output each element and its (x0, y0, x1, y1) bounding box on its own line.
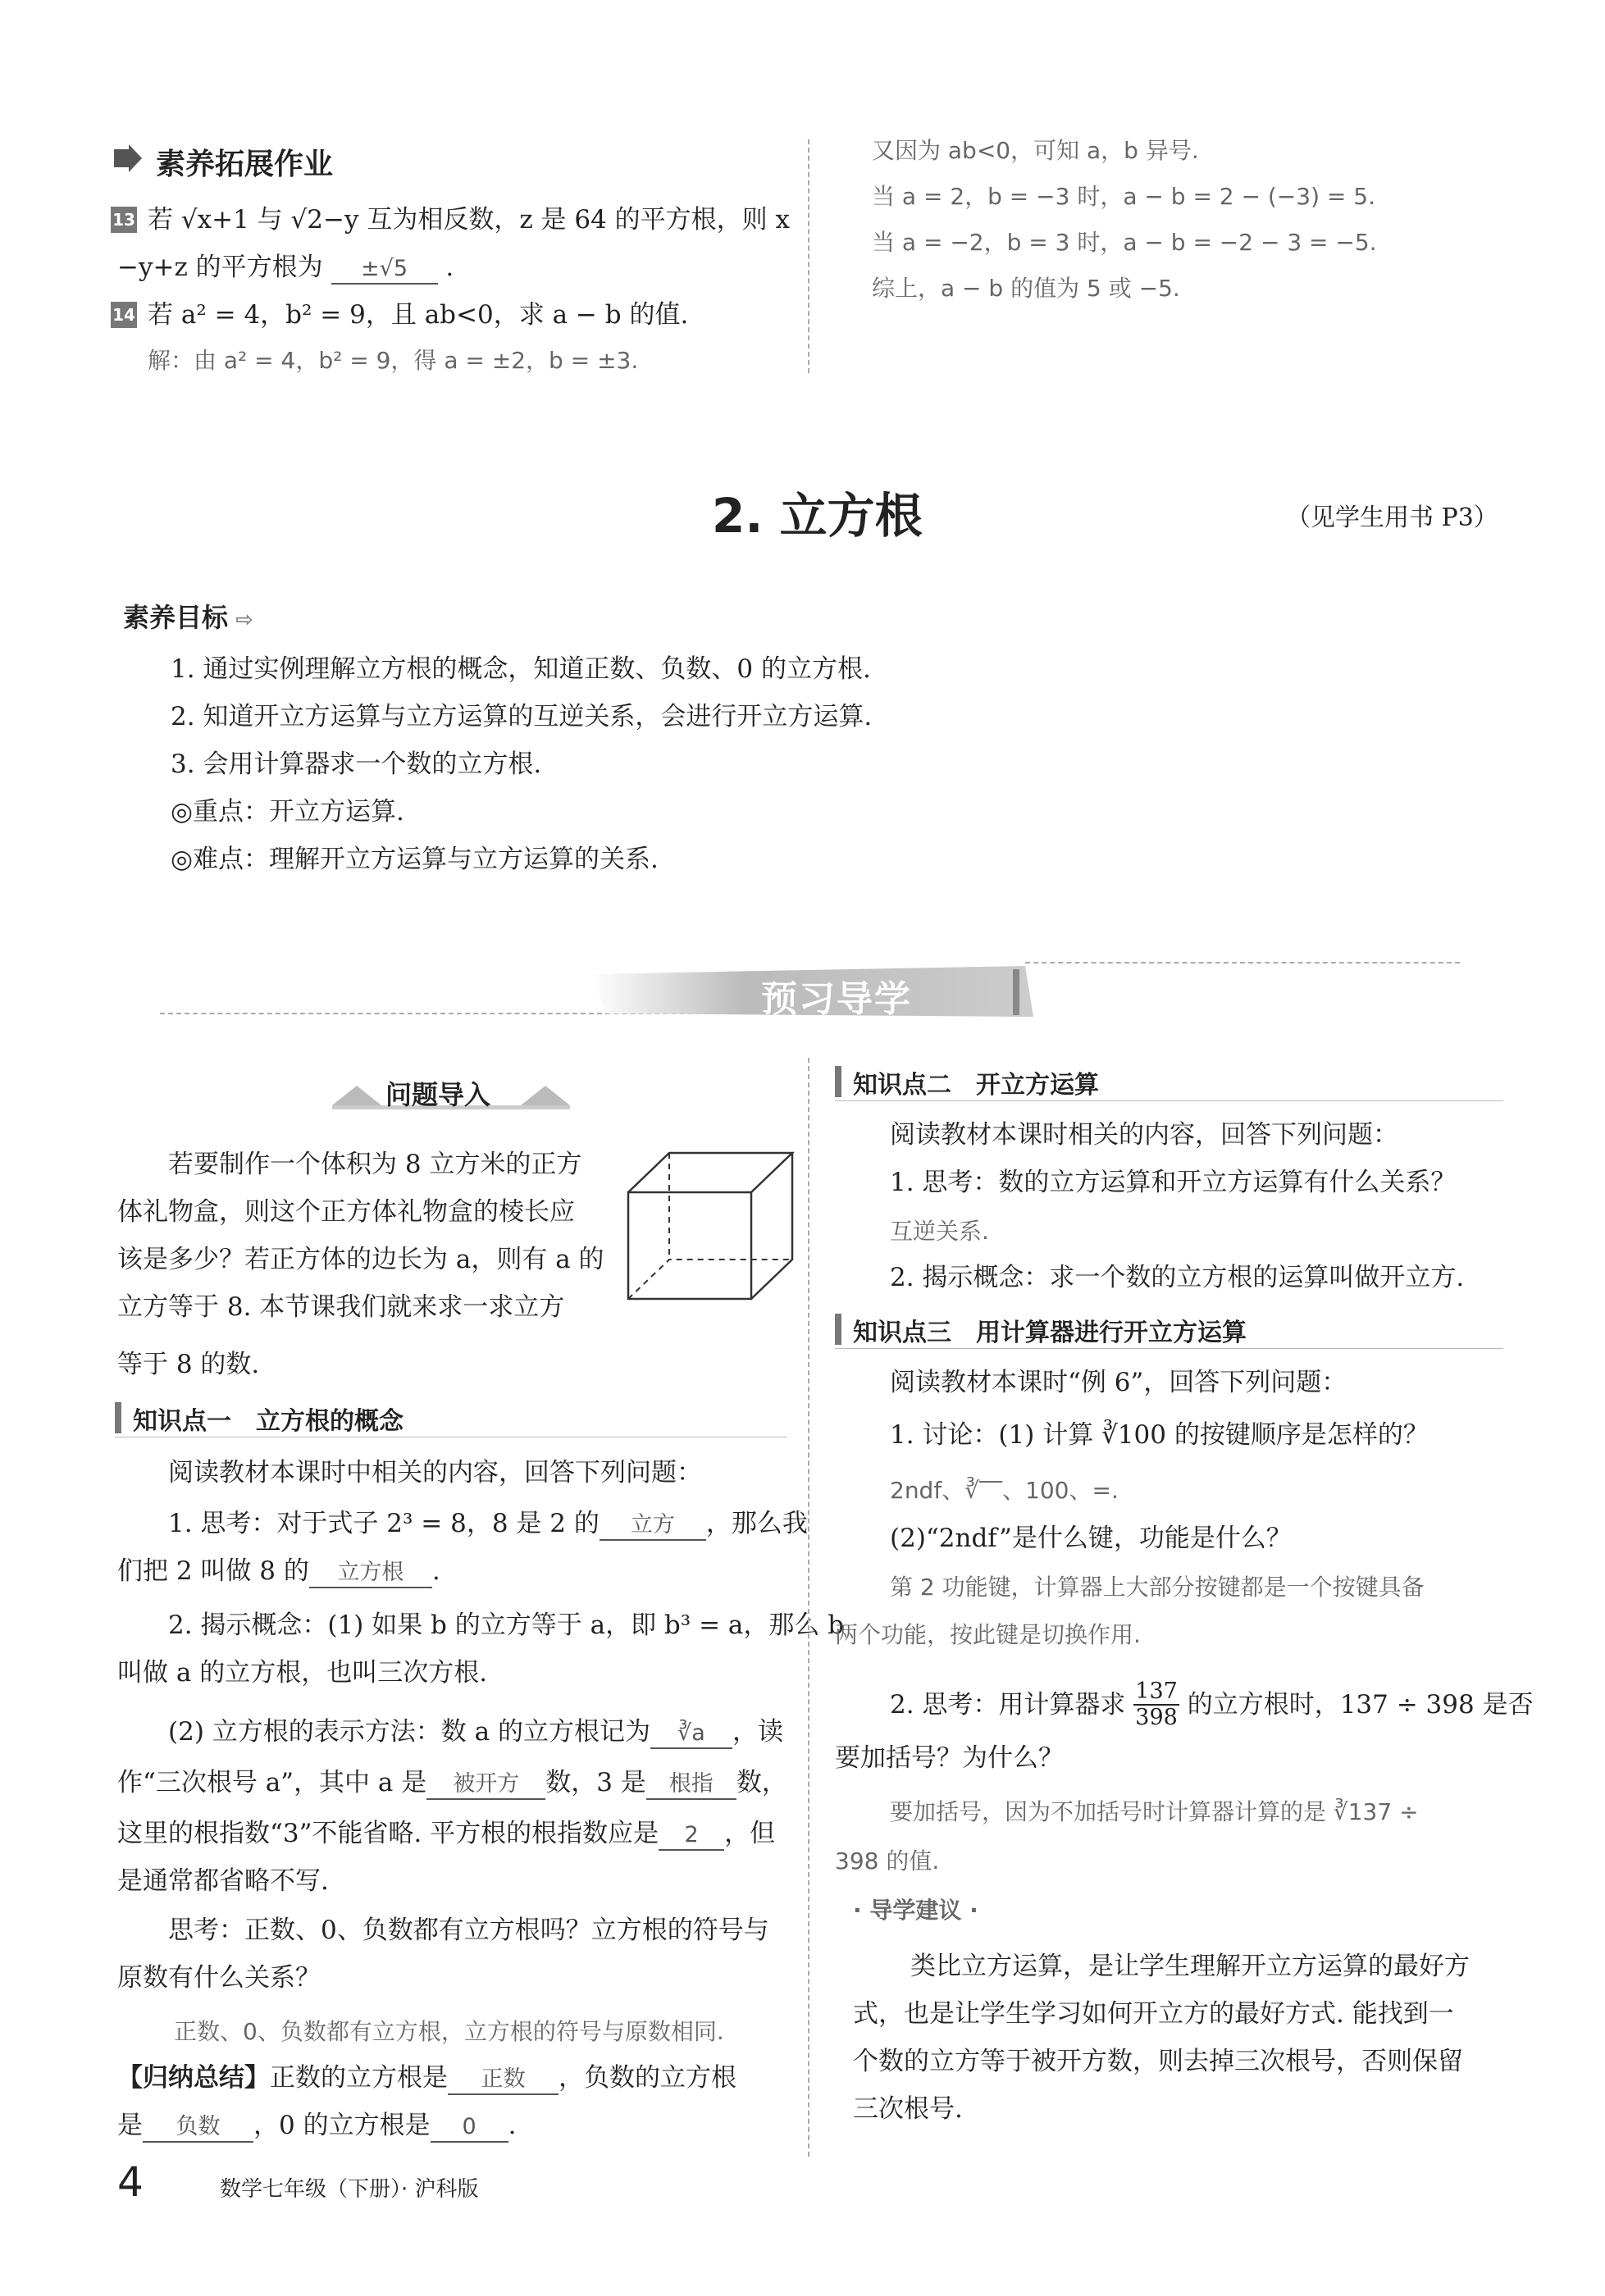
goals-arrow-icon: ⇨ (228, 608, 253, 632)
tip-line-2: 式，也是让学生学习如何开立方的最好方式. 能找到一 (853, 1999, 1454, 2029)
kp3-q1-answer: 2ndf、∛‾‾、100、=. (890, 1477, 1119, 1504)
top-right-line-4: 综上，a − b 的值为 5 或 −5. (872, 275, 1180, 302)
goals-heading: 素养目标 ⇨ (123, 602, 253, 633)
intro-line-2: 体礼物盒，则这个正方体礼物盒的棱长应 (117, 1197, 575, 1227)
kp1-think: 思考：正数、0、负数都有立方根吗？立方根的符号与 (168, 1916, 769, 1945)
kp3-q2-answer-1: 要加括号，因为不加括号时计算器计算的是 ∛137 ÷ (890, 1798, 1419, 1825)
summary-blank-negative: 负数 (143, 2113, 253, 2143)
kp2-q1: 1. 思考：数的立方运算和开立方运算有什么关系？ (890, 1168, 1457, 1197)
top-right-line-3: 当 a = −2，b = 3 时，a − b = −2 − 3 = −5. (872, 229, 1377, 256)
q14-solution: 解：由 a² = 4，b² = 9，得 a = ±2，b = ±3. (148, 347, 639, 374)
kp1-q3-cont: 作“三次根号 a”，其中 a 是 被开方 数，3 是 根指 数， (117, 1766, 787, 1800)
kp1-blank-cube: 立方 (600, 1511, 706, 1541)
kp2-heading: 知识点二 开立方运算 (853, 1071, 1099, 1100)
goal-key-point: ◎重点：开立方运算. (171, 797, 404, 827)
goal-1: 1. 通过实例理解立方根的概念，知道正数、负数、0 的立方根. (171, 654, 871, 684)
kp1-bar (115, 1402, 121, 1433)
kp1-q2-cont: 叫做 a 的立方根，也叫三次方根. (117, 1658, 488, 1688)
summary-blank-positive: 正数 (448, 2066, 559, 2095)
kp1-q3-cont-2: 这里的根指数“3”不能省略. 平方根的根指数应是 2 ，但 (117, 1817, 775, 1851)
kp1-blank-radicand: 被开方 (426, 1770, 545, 1800)
kp3-fraction: $\frac{137}{398}$ (1135, 1679, 1178, 1730)
book-title: 数学七年级（下册）· 沪科版 (220, 2177, 479, 2202)
kp1-q3-cont-3: 是通常都省略不写. (117, 1866, 329, 1896)
banner-title: 预习导学 (761, 978, 912, 1020)
kp1-blank-notation: ∛a (650, 1720, 732, 1749)
kp3-q1: 1. 讨论：(1) 计算 ∛100 的按键顺序是怎样的？ (890, 1420, 1429, 1450)
q13-text-2: −y+z 的平方根为 ±√5 . (117, 251, 454, 285)
goal-2: 2. 知道开立方运算与立方运算的互逆关系，会进行开立方运算. (171, 702, 873, 731)
kp3-q2-cont: 要加括号？为什么？ (835, 1743, 1064, 1773)
q13-number: 13 (111, 207, 137, 233)
kp1-think-answer: 正数、0、负数都有立方根，立方根的符号与原数相同. (174, 2018, 724, 2045)
kp1-q3: (2) 立方根的表示方法：数 a 的立方根记为 ∛a ，读 (168, 1715, 783, 1749)
top-right-line-1: 又因为 ab<0，可知 a，b 异号. (872, 137, 1199, 164)
kp1-q2: 2. 揭示概念：(1) 如果 b 的立方等于 a，即 b³ = a，那么 b (168, 1610, 845, 1640)
kp3-heading: 知识点三 用计算器进行开立方运算 (853, 1319, 1247, 1347)
summary-blank-zero: 0 (431, 2113, 508, 2143)
kp3-underline (835, 1348, 1503, 1349)
lesson-title: 2. 立方根 (712, 488, 923, 544)
top-right-line-2: 当 a = 2，b = −3 时，a − b = 2 − (−3) = 5. (872, 183, 1375, 210)
tip-line-3: 个数的立方等于被开方数，则去掉三次根号，否则保留 (853, 2047, 1463, 2076)
q14-text: 若 a² = 4，b² = 9，且 ab<0，求 a − b 的值. (148, 300, 689, 330)
intro-line-4: 立方等于 8. 本节课我们就来求一求立方 (117, 1292, 565, 1322)
intro-line-3: 该是多少？若正方体的边长为 a，则有 a 的 (117, 1245, 604, 1274)
kp1-think-cont: 原数有什么关系？ (117, 1963, 321, 1993)
kp3-q2: 2. 思考：用计算器求 $\frac{137}{398}$ 的立方根时，137 ÷ 398 是否 (890, 1679, 1534, 1730)
top-heading-icon (111, 144, 144, 172)
top-column-divider (808, 139, 809, 373)
tip-heading: · 导学建议 · (853, 1897, 978, 1924)
top-heading: 素养拓展作业 (156, 148, 334, 181)
page-number: 4 (117, 2158, 144, 2206)
kp3-q1b-answer-1: 第 2 功能键，计算器上大部分按键都是一个按键具备 (890, 1574, 1425, 1601)
intro-line-1: 若要制作一个体积为 8 立方米的正方 (168, 1150, 582, 1179)
kp3-read: 阅读教材本课时“例 6”，回答下列问题： (890, 1368, 1347, 1397)
kp2-q1-answer: 互逆关系. (890, 1218, 989, 1245)
kp2-underline (835, 1100, 1503, 1101)
q13-text: 若 √x+1 与 √2−y 互为相反数，z 是 64 的平方根，则 x (148, 205, 790, 235)
kp1-q1-cont: 们把 2 叫做 8 的 立方根 . (117, 1555, 440, 1588)
kp1-read: 阅读教材本课时中相关的内容，回答下列问题： (168, 1458, 702, 1487)
banner-line-right (1025, 962, 1460, 963)
q13-answer-blank: ±√5 (331, 255, 438, 285)
kp2-read: 阅读教材本课时相关的内容，回答下列问题： (890, 1120, 1398, 1150)
q14-number: 14 (111, 302, 137, 328)
kp3-bar (835, 1314, 841, 1345)
kp3-q2-answer-2: 398 的值. (835, 1847, 940, 1875)
kp2-q2: 2. 揭示概念：求一个数的立方根的运算叫做开立方. (890, 1263, 1465, 1292)
intro-line-5: 等于 8 的数. (117, 1350, 260, 1379)
summary-cont: 是 负数 ，0 的立方根是 0 . (117, 2109, 516, 2143)
kp3-q1b-answer-2: 两个功能，按此键是切换作用. (835, 1621, 1141, 1648)
goal-difficult-point: ◎难点：理解开立方运算与立方运算的关系. (171, 845, 659, 874)
kp1-blank-cube-root: 立方根 (309, 1559, 432, 1588)
cube-figure (623, 1148, 796, 1304)
kp3-q1b: (2)“2ndf”是什么键，功能是什么？ (890, 1524, 1292, 1553)
column-divider (808, 1058, 809, 2157)
tip-line-1: 类比立方运算，是让学生理解开立方运算的最好方 (910, 1952, 1470, 1981)
goal-3: 3. 会用计算器求一个数的立方根. (171, 749, 542, 779)
kp2-bar (835, 1066, 841, 1097)
summary: 【归纳总结】正数的立方根是 正数 ，负数的立方根 (117, 2061, 736, 2095)
tip-line-4: 三次根号. (853, 2094, 963, 2124)
kp1-q1: 1. 思考：对于式子 2³ = 8，8 是 2 的 立方 ，那么我 (168, 1507, 808, 1541)
kp1-heading: 知识点一 立方根的概念 (133, 1407, 404, 1436)
kp1-blank-square-index: 2 (659, 1821, 724, 1851)
lesson-reference: （见学生用书 P3） (1286, 503, 1498, 532)
kp1-blank-index: 根指 (646, 1770, 736, 1800)
intro-heading: 问题导入 (385, 1079, 491, 1110)
